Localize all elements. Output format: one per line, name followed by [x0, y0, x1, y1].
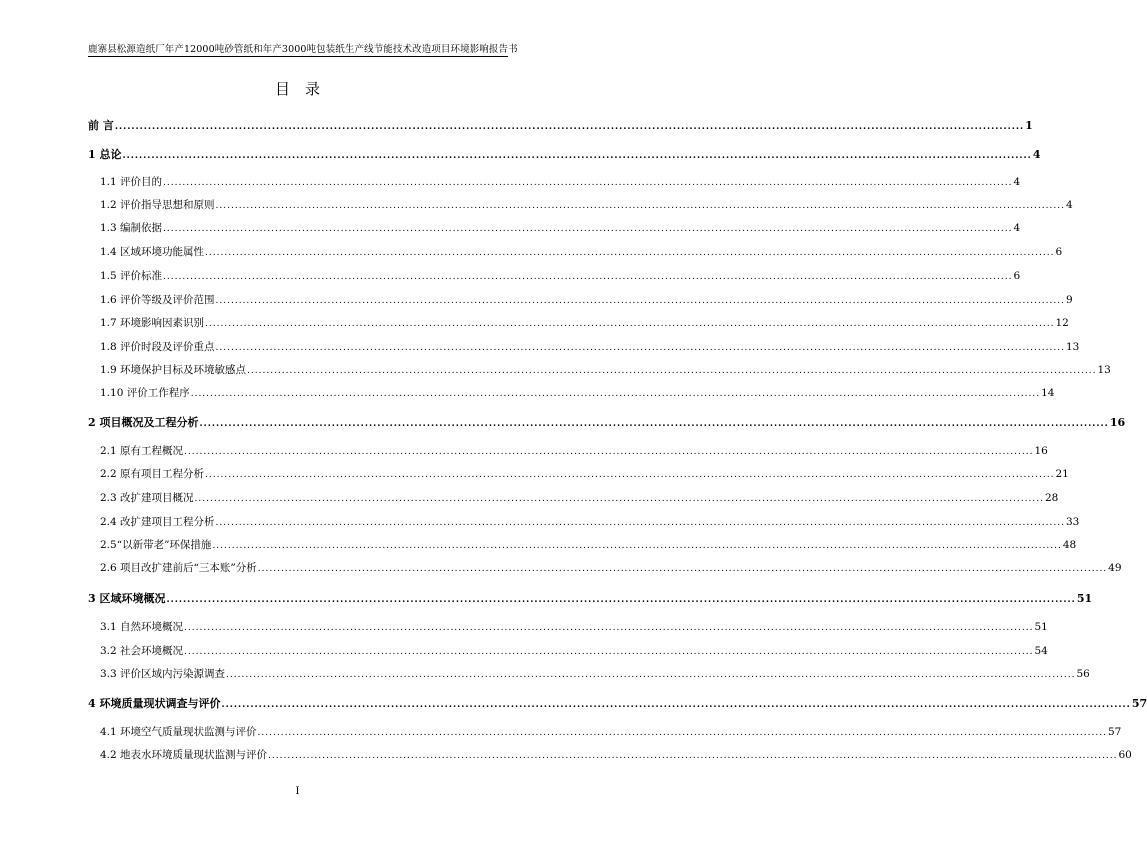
toc-dot-leader: ............................................................................................................................................................................................................................	[257, 728, 1107, 738]
toc-section-entry[interactable]	[100, 339, 1080, 354]
toc-section-entry[interactable]	[100, 619, 1048, 634]
toc-dot-leader: ............................................................................................................................................................................................................................	[184, 447, 1034, 457]
toc-section-entry[interactable]	[100, 466, 1069, 481]
toc-entry-page: 12	[1055, 317, 1069, 329]
toc-section-entry[interactable]	[100, 315, 1069, 330]
toc-chapter-entry[interactable]	[88, 695, 1147, 711]
toc-entry-label: 2.5“以新带老”环保措施	[100, 539, 212, 551]
toc-dot-leader: ............................................................................................................................................................................................................................	[215, 343, 1065, 353]
toc-entry-label: 4.1 环境空气质量现状监测与评价	[100, 726, 257, 738]
toc-entry-page: 4	[1065, 199, 1073, 211]
toc-section-entry[interactable]	[100, 514, 1080, 529]
toc-dot-leader: ............................................................................................................................................................................................................................	[257, 564, 1108, 574]
toc-entry-page: 14	[1041, 387, 1055, 399]
toc-dot-leader: ............................................................................................................................................................................................................................	[163, 178, 1013, 188]
toc-entry-label: 1.4 区域环境功能属性	[100, 246, 205, 258]
toc-section-entry[interactable]	[100, 560, 1122, 575]
toc-dot-leader: ............................................................................................................................................................................................................................	[215, 296, 1065, 306]
toc-entry-label: 1.3 编制依据	[100, 222, 163, 234]
toc-chapter-entry[interactable]	[88, 117, 1033, 133]
toc-section-entry[interactable]	[100, 643, 1048, 658]
toc-entry-label: 1.10 评价工作程序	[100, 387, 190, 399]
toc-dot-leader: ............................................................................................................................................................................................................................	[122, 151, 1032, 161]
toc-entry-label: 1 总论	[88, 148, 122, 161]
toc-section-entry[interactable]	[100, 197, 1073, 212]
page-title: 目 录	[274, 80, 320, 98]
toc-dot-leader: ............................................................................................................................................................................................................................	[215, 201, 1065, 211]
toc-entry-page: 4	[1032, 148, 1041, 161]
toc-entry-page: 51	[1034, 621, 1048, 633]
toc-entry-label: 1.5 评价标准	[100, 270, 163, 282]
toc-entry-label: 2.6 项目改扩建前后“三本账”分析	[100, 562, 257, 574]
toc-entry-label: 3.2 社会环境概况	[100, 645, 184, 657]
toc-dot-leader: ............................................................................................................................................................................................................................	[268, 751, 1118, 761]
toc-dot-leader: ............................................................................................................................................................................................................................	[163, 224, 1013, 234]
toc-dot-leader: ............................................................................................................................................................................................................................	[205, 470, 1055, 480]
toc-entry-page: 13	[1097, 364, 1111, 376]
toc-entry-label: 2.3 改扩建项目概况	[100, 492, 194, 504]
toc-entry-label: 1.1 评价目的	[100, 176, 163, 188]
toc-entry-page: 56	[1076, 668, 1090, 680]
toc-dot-leader: ............................................................................................................................................................................................................................	[163, 272, 1013, 282]
toc-section-entry[interactable]	[100, 385, 1055, 400]
toc-chapter-entry[interactable]	[88, 146, 1041, 162]
toc-entry-label: 1.9 环境保护目标及环境敏感点	[100, 364, 247, 376]
toc-entry-label: 4 环境质量现状调查与评价	[88, 697, 221, 710]
toc-dot-leader: ............................................................................................................................................................................................................................	[205, 319, 1055, 329]
toc-entry-label: 2.4 改扩建项目工程分析	[100, 516, 215, 528]
toc-dot-leader: ............................................................................................................................................................................................................................	[190, 389, 1041, 399]
toc-entry-label: 1.6 评价等级及评价范围	[100, 294, 215, 306]
toc-entry-label: 2.2 原有项目工程分析	[100, 468, 205, 480]
toc-entry-label: 3 区域环境概况	[88, 592, 166, 605]
toc-section-entry[interactable]	[100, 724, 1122, 739]
toc-section-entry[interactable]	[100, 666, 1090, 681]
toc-chapter-entry[interactable]	[88, 414, 1126, 430]
toc-entry-page: 13	[1065, 341, 1080, 353]
toc-entry-page: 57	[1131, 697, 1147, 710]
toc-section-entry[interactable]	[100, 490, 1059, 505]
toc-entry-page: 4	[1013, 222, 1021, 234]
toc-entry-label: 1.7 环境影响因素识别	[100, 317, 205, 329]
toc-entry-page: 28	[1044, 492, 1059, 504]
toc-entry-page: 9	[1065, 294, 1073, 306]
toc-entry-page: 4	[1013, 176, 1021, 188]
toc-entry-page: 48	[1062, 539, 1077, 551]
toc-dot-leader: ............................................................................................................................................................................................................................	[114, 122, 1025, 132]
toc-entry-label: 1.2 评价指导思想和原则	[100, 199, 215, 211]
toc-dot-leader: ............................................................................................................................................................................................................................	[166, 595, 1076, 605]
toc-dot-leader: ............................................................................................................................................................................................................................	[215, 518, 1065, 528]
toc-dot-leader: ............................................................................................................................................................................................................................	[205, 248, 1055, 258]
toc-entry-label: 4.2 地表水环境质量现状监测与评价	[100, 749, 268, 761]
toc-entry-page: 21	[1055, 468, 1069, 480]
toc-chapter-entry[interactable]	[88, 590, 1093, 606]
toc-section-entry[interactable]	[100, 747, 1132, 762]
toc-entry-page: 6	[1055, 246, 1063, 258]
page-number: I	[295, 786, 300, 797]
toc-entry-label: 3.1 自然环境概况	[100, 621, 184, 633]
toc-entry-label: 2 项目概况及工程分析	[88, 416, 199, 429]
toc-section-entry[interactable]	[100, 268, 1021, 283]
toc-dot-leader: ............................................................................................................................................................................................................................	[226, 670, 1076, 680]
toc-section-entry[interactable]	[100, 220, 1021, 235]
toc-entry-page: 16	[1034, 445, 1048, 457]
toc-section-entry[interactable]	[100, 362, 1111, 377]
toc-entry-label: 2.1 原有工程概况	[100, 445, 184, 457]
toc-entry-page: 16	[1109, 416, 1126, 429]
toc-entry-label: 3.3 评价区域内污染源调查	[100, 668, 226, 680]
toc-entry-page: 49	[1108, 562, 1122, 574]
running-header: 鹿寨县松源造纸厂年产12000吨砂管纸和年产3000吨包装纸生产线节能技术改造项目环境影响报告书	[88, 44, 518, 55]
toc-entry-label: 前 言	[88, 119, 114, 132]
toc-entry-page: 51	[1076, 592, 1093, 605]
toc-section-entry[interactable]	[100, 174, 1021, 189]
toc-entry-page: 6	[1013, 270, 1021, 282]
toc-dot-leader: ............................................................................................................................................................................................................................	[212, 541, 1062, 551]
toc-entry-page: 60	[1118, 749, 1132, 761]
toc-dot-leader: ............................................................................................................................................................................................................................	[184, 647, 1034, 657]
toc-entry-page: 54	[1034, 645, 1048, 657]
toc-entry-page: 57	[1107, 726, 1122, 738]
toc-section-entry[interactable]	[100, 292, 1073, 307]
toc-dot-leader: ............................................................................................................................................................................................................................	[199, 419, 1109, 429]
toc-dot-leader: ............................................................................................................................................................................................................................	[221, 700, 1131, 710]
toc-entry-page: 1	[1025, 119, 1033, 132]
toc-section-entry[interactable]	[100, 244, 1063, 259]
toc-dot-leader: ............................................................................................................................................................................................................................	[194, 494, 1044, 504]
toc-section-entry[interactable]	[100, 537, 1077, 552]
toc-dot-leader: ............................................................................................................................................................................................................................	[184, 623, 1034, 633]
toc-entry-page: 33	[1065, 516, 1080, 528]
toc-entry-label: 1.8 评价时段及评价重点	[100, 341, 215, 353]
header-rule	[88, 56, 508, 57]
toc-section-entry[interactable]	[100, 443, 1048, 458]
toc-dot-leader: ............................................................................................................................................................................................................................	[247, 366, 1097, 376]
